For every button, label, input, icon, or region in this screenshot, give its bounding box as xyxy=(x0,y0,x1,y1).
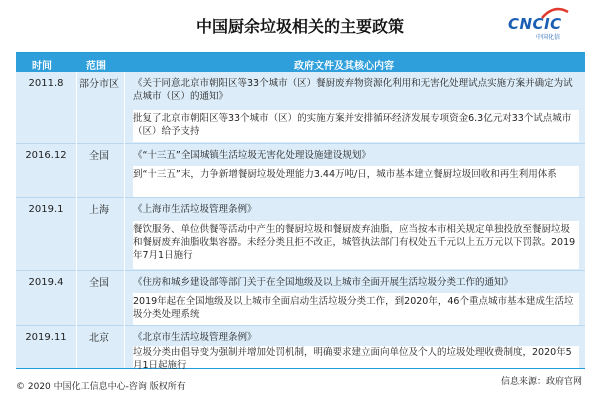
row-detail: 餐饮服务、单位供餐等活动中产生的餐厨垃圾和餐厨废弃油脂，应当按本市相关规定单独投放至餐厨垃圾和餐厨废弃油脂收集容器。未经分类且拒不改正，城管执法部门有权处五千元以上五万元以下罚款。2019年7月1日施行 xyxy=(133,221,579,269)
row-year: 2011.8 xyxy=(28,78,64,89)
row-year: 2016.12 xyxy=(25,150,67,161)
row-policy: 《“十三五”全国城镇生活垃圾无害化处理设施建设规划》 xyxy=(133,150,371,161)
header-policy: 政府文件及其核心内容 xyxy=(294,61,394,72)
header-scope: 范围 xyxy=(86,61,106,72)
row-policy: 《上海市生活垃圾管理条例》 xyxy=(133,204,257,215)
row-detail: 2019年起在全国地级及以上城市全面启动生活垃圾分类工作，到2020年，46个重点城市基本建成生活垃圾分类处理系统 xyxy=(133,293,579,325)
row-detail: 批复了北京市朝阳区等33个城市（区）的实施方案并安排循环经济发展专项资金6.3亿元对33个试点城市（区）给予支持 xyxy=(133,110,579,142)
copyright-text: © 2020 中国化工信息中心-咨询 版权所有 xyxy=(16,382,186,392)
table-row xyxy=(16,72,585,143)
row-year: 2019.11 xyxy=(25,332,67,343)
row-year: 2019.1 xyxy=(28,204,64,215)
row-policy: 《关于同意北京市朝阳区等33个城市（区）餐厨废弃物资源化利用和无害化处理试点实施方案并确定为试点城市（区）的通知》 xyxy=(133,78,573,102)
row-scope: 上海 xyxy=(89,205,109,216)
table-row xyxy=(16,326,585,371)
row-policy: 《北京市生活垃圾管理条例》 xyxy=(133,332,257,343)
policy-table xyxy=(16,52,585,369)
table-header xyxy=(16,53,585,72)
cncic-logo xyxy=(506,6,586,40)
row-scope: 全国 xyxy=(89,151,109,162)
table-row xyxy=(16,271,585,325)
table-row xyxy=(16,198,585,270)
column-divider xyxy=(124,72,125,368)
row-detail: 到“十三五”末，力争新增餐厨垃圾处理能力3.44万吨/日，城市基本建立餐厨垃圾回收和再生利用体系 xyxy=(133,166,579,197)
source-text: 信息来源：政府官网 xyxy=(500,377,582,387)
row-scope: 北京 xyxy=(89,333,109,344)
table-row xyxy=(16,144,585,197)
row-detail: 垃圾分类由倡导变为强制并增加处罚机制，明确要求建立面向单位及个人的垃圾处理收费制度，2020年5月1日起施行 xyxy=(133,346,579,368)
page-title: 中国厨余垃圾相关的主要政策 xyxy=(195,17,404,36)
column-divider xyxy=(76,72,77,368)
logo-text: CNCIC xyxy=(508,15,562,33)
logo-subtext: 中国化信 xyxy=(536,34,561,41)
row-year: 2019.4 xyxy=(28,277,64,288)
row-scope: 部分市区 xyxy=(79,79,119,90)
row-scope: 全国 xyxy=(89,278,109,289)
row-policy: 《住房和城乡建设部等部门关于在全国地级及以上城市全面开展生活垃圾分类工作的通知》 xyxy=(133,277,514,288)
header-year: 时间 xyxy=(32,61,52,72)
